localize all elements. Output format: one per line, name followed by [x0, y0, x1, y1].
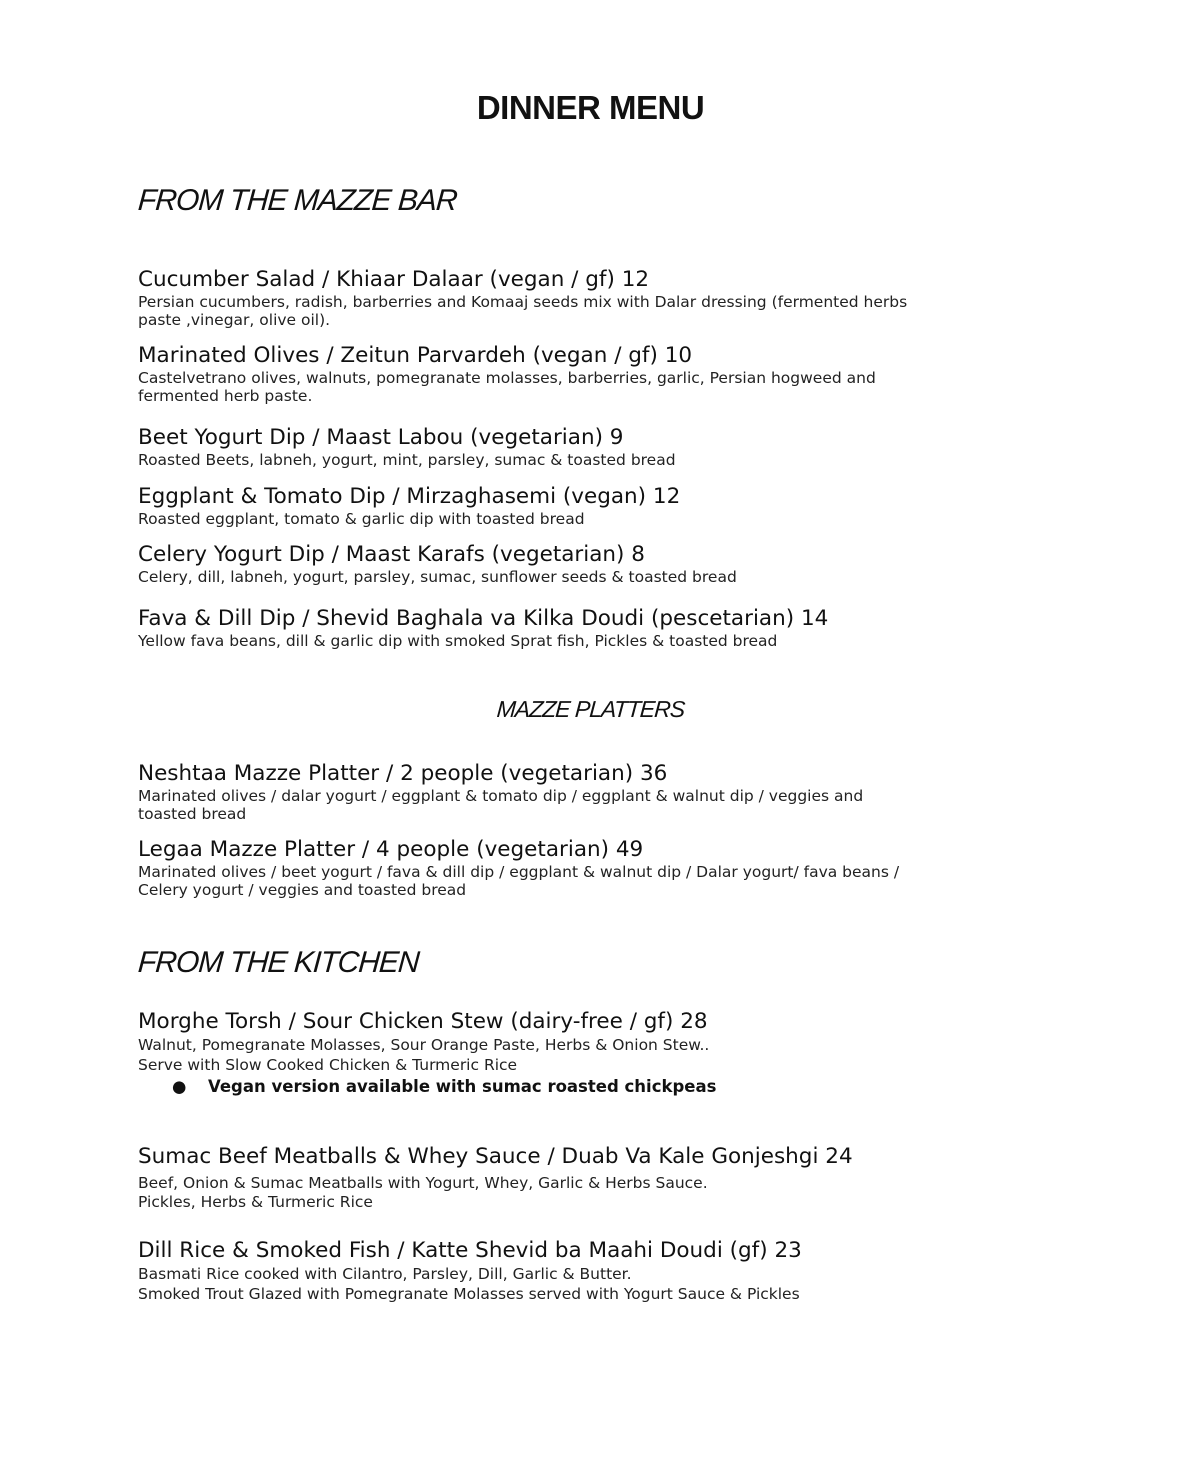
page-title: DINNER MENU: [476, 89, 705, 126]
menu-item-name: Dill Rice & Smoked Fish / Katte Shevid ba Maahi Doudi (gf) 23: [138, 1238, 802, 1263]
menu-item-description: [138, 1174, 1058, 1212]
menu-item-eggplant-tomato-dip: [138, 485, 1058, 528]
menu-item-celery-yogurt-dip: [138, 543, 1058, 586]
menu-item-name: Fava & Dill Dip / Shevid Baghala va Kilka Doudi (pescetarian) 14: [138, 606, 829, 631]
menu-item-fava-dill-dip: [138, 607, 1058, 650]
description-line: Beef, Onion & Sumac Meatballs with Yogurt, Whey, Garlic & Herbs Sauce.: [138, 1174, 708, 1192]
menu-item-description: [138, 510, 1058, 528]
menu-item-description: [138, 1035, 1058, 1075]
menu-item-name: Marinated Olives / Zeitun Parvardeh (vegan / gf) 10: [138, 343, 693, 368]
menu-item-name: Sumac Beef Meatballs & Whey Sauce / Duab Va Kale Gonjeshgi 24: [138, 1144, 853, 1169]
menu-item-name: Neshtaa Mazze Platter / 2 people (vegetarian) 36: [138, 761, 668, 786]
menu-item-morghe-torsh: [138, 1010, 1058, 1075]
description-line: paste ,vinegar, olive oil).: [138, 311, 331, 329]
menu-item-name: Eggplant & Tomato Dip / Mirzaghasemi (vegan) 12: [138, 484, 681, 509]
description-line: Roasted eggplant, tomato & garlic dip with toasted bread: [138, 510, 585, 528]
menu-item-neshtaa-platter: [138, 762, 1058, 823]
menu-item-marinated-olives: [138, 344, 1058, 405]
menu-item-description: [138, 1264, 1058, 1304]
menu-item-name: Beet Yogurt Dip / Maast Labou (vegetarian) 9: [138, 425, 624, 450]
menu-item-sumac-beef-meatballs: [138, 1145, 1058, 1212]
menu-item-description: [138, 568, 1058, 586]
description-line: Smoked Trout Glazed with Pomegranate Molasses served with Yogurt Sauce & Pickles: [138, 1285, 800, 1303]
description-line: Persian cucumbers, radish, barberries and Komaaj seeds mix with Dalar dressing (fermented herbs: [138, 293, 908, 311]
menu-item-legaa-platter: [138, 838, 1058, 899]
section-heading-mazze-platters: MAZZE PLATTERS: [495, 696, 686, 722]
menu-item-description: [138, 451, 1058, 469]
description-line: Marinated olives / dalar yogurt / eggplant & tomato dip / eggplant & walnut dip / veggies and: [138, 787, 864, 805]
description-line: Celery yogurt / veggies and toasted bread: [138, 881, 467, 899]
menu-item-description: [138, 369, 1058, 405]
menu-item-name: Legaa Mazze Platter / 4 people (vegetarian) 49: [138, 837, 644, 862]
menu-item-description: [138, 632, 1058, 650]
menu-item-name: Cucumber Salad / Khiaar Dalaar (vegan / gf) 12: [138, 267, 650, 292]
description-line: Celery, dill, labneh, yogurt, parsley, sumac, sunflower seeds & toasted bread: [138, 568, 737, 586]
description-line: Marinated olives / beet yogurt / fava & dill dip / eggplant & walnut dip / Dalar yogurt/ fava beans /: [138, 863, 900, 881]
menu-item-name: Celery Yogurt Dip / Maast Karafs (vegetarian) 8: [138, 542, 645, 567]
bullet-icon: ●: [172, 1077, 187, 1096]
description-line: Yellow fava beans, dill & garlic dip with smoked Sprat fish, Pickles & toasted bread: [138, 632, 778, 650]
description-line: Castelvetrano olives, walnuts, pomegranate molasses, barberries, garlic, Persian hogweed and: [138, 369, 876, 387]
note-text: Vegan version available with sumac roasted chickpeas: [208, 1077, 717, 1096]
description-line: Roasted Beets, labneh, yogurt, mint, parsley, sumac & toasted bread: [138, 451, 676, 469]
menu-item-beet-yogurt-dip: [138, 426, 1058, 469]
menu-item-name: Morghe Torsh / Sour Chicken Stew (dairy-free / gf) 28: [138, 1009, 708, 1034]
description-line: Serve with Slow Cooked Chicken & Turmeric Rice: [138, 1056, 518, 1074]
menu-item-description: [138, 863, 1058, 899]
menu-item-cucumber-salad: [138, 268, 1058, 329]
menu-item-description: [138, 293, 1058, 329]
section-heading-mazze-bar: FROM THE MAZZE BAR: [136, 184, 458, 217]
menu-item-dill-rice-smoked-fish: [138, 1239, 1058, 1304]
description-line: Walnut, Pomegranate Molasses, Sour Orange Paste, Herbs & Onion Stew..: [138, 1036, 710, 1054]
section-heading-kitchen: FROM THE KITCHEN: [136, 946, 420, 979]
description-line: Basmati Rice cooked with Cilantro, Parsley, Dill, Garlic & Butter.: [138, 1265, 632, 1283]
description-line: Pickles, Herbs & Turmeric Rice: [138, 1193, 373, 1211]
vegan-note: [172, 1076, 716, 1098]
description-line: toasted bread: [138, 805, 247, 823]
description-line: fermented herb paste.: [138, 387, 313, 405]
menu-item-description: [138, 787, 1058, 823]
